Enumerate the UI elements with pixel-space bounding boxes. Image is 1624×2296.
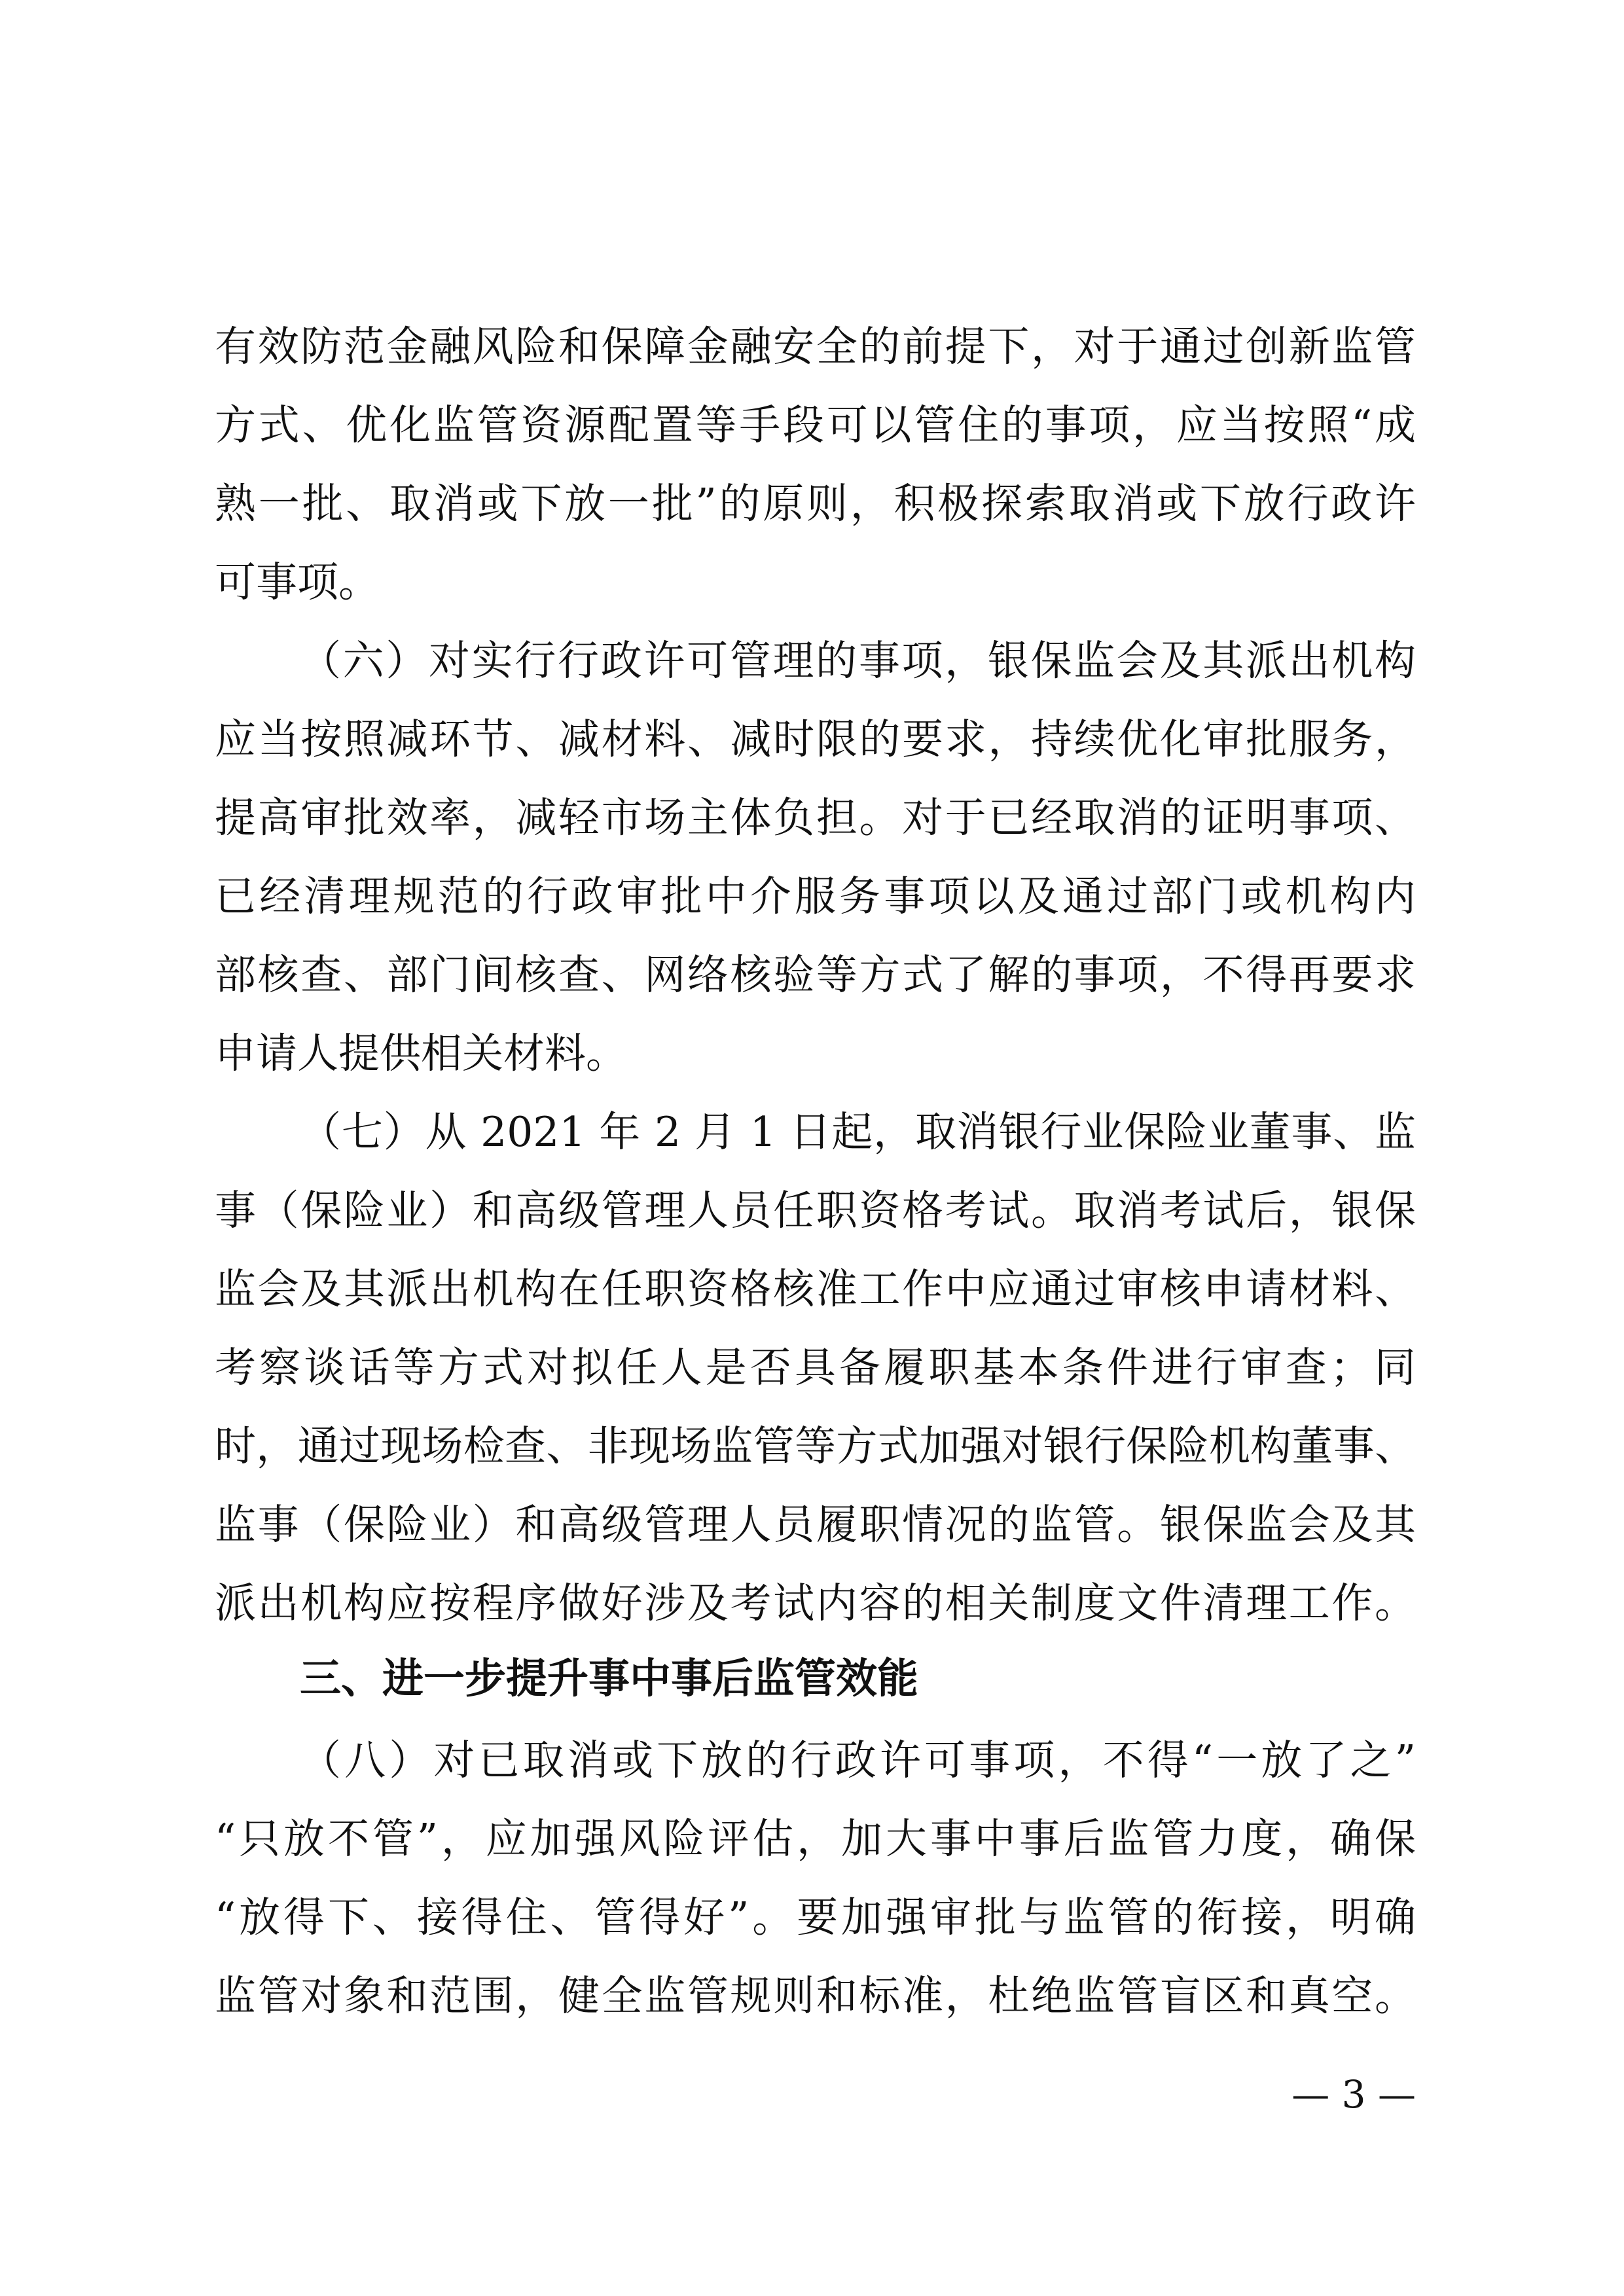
text-line: 可事项。 bbox=[215, 558, 380, 606]
text-line: 派出机构应按程序做好涉及考试内容的相关制度文件清理工作。 bbox=[215, 1579, 1416, 1627]
text-line: 事（保险业）和高级管理人员任职资格考试。取消考试后，银保 bbox=[215, 1187, 1416, 1234]
page-number: — 3 — bbox=[1291, 2072, 1416, 2117]
text-line: 部核查、部门间核查、网络核验等方式了解的事项，不得再要求 bbox=[215, 951, 1416, 999]
text-line: 熟一批、取消或下放一批”的原则，积极探索取消或下放行政许 bbox=[215, 480, 1416, 528]
text-line: “放得下、接得住、管得好”。要加强审批与监管的衔接，明确 bbox=[215, 1893, 1416, 1941]
text-line: 有效防范金融风险和保障金融安全的前提下，对于通过创新监管 bbox=[215, 323, 1416, 370]
text-line: 监管对象和范围，健全监管规则和标准，杜绝监管盲区和真空。 bbox=[215, 1972, 1416, 2020]
text-line: 监会及其派出机构在任职资格核准工作中应通过审核申请材料、 bbox=[215, 1265, 1416, 1313]
text-line: “只放不管”，应加强风险评估，加大事中事后监管力度，确保 bbox=[215, 1815, 1416, 1863]
text-line: 时，通过现场检查、非现场监管等方式加强对银行保险机构董事、 bbox=[215, 1422, 1416, 1470]
text-line: 考察谈话等方式对拟任人是否具备履职基本条件进行审查；同 bbox=[215, 1344, 1416, 1391]
text-line: 方式、优化监管资源配置等手段可以管住的事项，应当按照“成 bbox=[215, 401, 1416, 449]
text-line: 申请人提供相关材料。 bbox=[215, 1030, 627, 1077]
paragraph-8-first-line: （八）对已取消或下放的行政许可事项，不得“一放了之” bbox=[300, 1736, 1416, 1784]
section-heading: 三、进一步提升事中事后监管效能 bbox=[300, 1655, 918, 1702]
text-line: 提高审批效率，减轻市场主体负担。对于已经取消的证明事项、 bbox=[215, 794, 1416, 842]
text-line: 监事（保险业）和高级管理人员履职情况的监管。银保监会及其 bbox=[215, 1501, 1416, 1549]
text-line: 应当按照减环节、减材料、减时限的要求，持续优化审批服务， bbox=[215, 715, 1416, 763]
paragraph-7-first-line: （七）从 2021 年 2 月 1 日起，取消银行业保险业董事、监 bbox=[300, 1108, 1416, 1156]
text-line: 已经清理规范的行政审批中介服务事项以及通过部门或机构内 bbox=[215, 872, 1416, 920]
paragraph-6-first-line: （六）对实行行政许可管理的事项，银保监会及其派出机构 bbox=[300, 637, 1416, 685]
